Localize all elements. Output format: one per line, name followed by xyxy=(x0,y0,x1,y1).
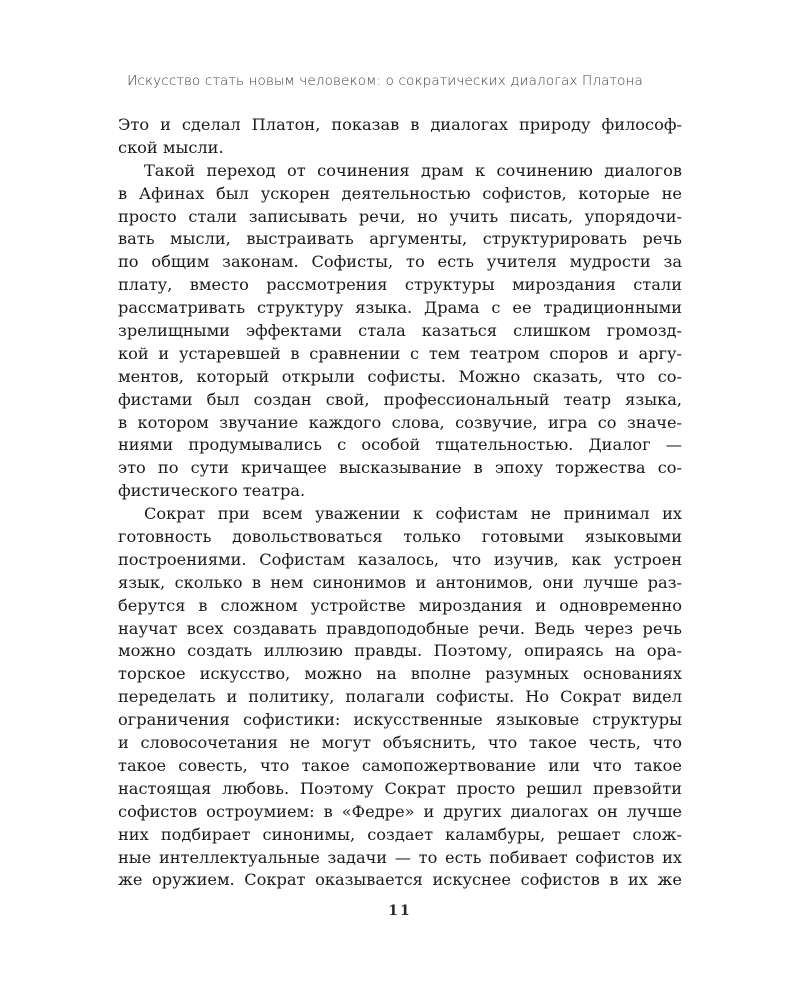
paragraph-3 xyxy=(118,503,682,892)
text-line: фистами был создан свой, профессиональный театр языка, xyxy=(118,389,682,409)
text-line: ментов, который открыли софисты. Можно сказать, что со- xyxy=(118,366,682,386)
text-line: софистов остроумием: в «Федре» и других диалогах он лучше xyxy=(118,801,682,821)
text-line: в Афинах был ускорен деятельностью софистов, которые не xyxy=(118,183,682,203)
text-line: ниями продумывались с особой тщательностью. Диалог — xyxy=(118,435,682,455)
text-line: это по сути кричащее высказывание в эпоху торжества со- xyxy=(118,458,682,478)
text-line: же оружием. Сократ оказывается искуснее софистов в их же xyxy=(118,870,682,890)
text-line: Такой переход от сочинения драм к сочинению диалогов xyxy=(144,160,682,180)
text-line: ные интеллектуальные задачи — то есть побивает софистов их xyxy=(118,847,682,867)
body-text xyxy=(118,114,682,892)
page-number: 11 xyxy=(388,903,412,919)
text-line: рассматривать структуру языка. Драма с ее традиционными xyxy=(118,298,682,318)
text-line: можно создать иллюзию правды. Поэтому, опираясь на ора- xyxy=(118,641,682,661)
text-line: торское искусство, можно на вполне разумных основаниях xyxy=(118,664,682,684)
text-line: готовность довольствоваться только готовыми языковыми xyxy=(118,527,682,547)
text-line: ской мысли. xyxy=(118,137,224,157)
text-line: научат всех создавать правдоподобные речи. Ведь через речь xyxy=(118,618,682,638)
running-head: Искусство стать новым человеком: о сократических диалогах Платона xyxy=(127,73,643,89)
text-line: по общим законам. Софисты, то есть учителя мудрости за xyxy=(118,252,682,272)
text-line: ограничения софистики: искусственные языковые структуры xyxy=(118,710,682,730)
text-line: просто стали записывать речи, но учить писать, упорядочи- xyxy=(118,206,682,226)
text-line: них подбирает синонимы, создает каламбуры, решает слож- xyxy=(118,824,682,844)
text-line: такое совесть, что такое самопожертвование или что такое xyxy=(118,755,682,775)
text-line: плату, вместо рассмотрения структуры мироздания стали xyxy=(118,275,682,295)
text-line: язык, сколько в нем синонимов и антонимов, они лучше раз- xyxy=(118,572,682,592)
text-line: берутся в сложном устройстве мироздания и одновременно xyxy=(118,595,682,615)
text-line: в котором звучание каждого слова, созвучие, игра со значе- xyxy=(118,412,682,432)
paragraph-1 xyxy=(118,114,682,160)
text-line: построениями. Софистам казалось, что изучив, как устроен xyxy=(118,549,682,569)
text-line: Это и сделал Платон, показав в диалогах природу философ- xyxy=(118,115,682,134)
paragraph-2 xyxy=(118,160,682,503)
text-line: переделать и политику, полагали софисты. Но Сократ видел xyxy=(118,687,682,707)
text-line: настоящая любовь. Поэтому Сократ просто решил превзойти xyxy=(118,778,682,798)
text-line: кой и устаревшей в сравнении с тем театром споров и аргу- xyxy=(118,343,682,363)
text-line: и словосочетания не могут объяснить, что такое честь, что xyxy=(118,733,682,753)
text-line: зрелищными эффектами стала казаться слишком громозд- xyxy=(118,321,682,341)
text-line: фистического театра. xyxy=(118,481,306,501)
text-line: вать мысли, выстраивать аргументы, структурировать речь xyxy=(118,229,682,249)
text-line: Сократ при всем уважении к софистам не принимал их xyxy=(144,504,682,524)
